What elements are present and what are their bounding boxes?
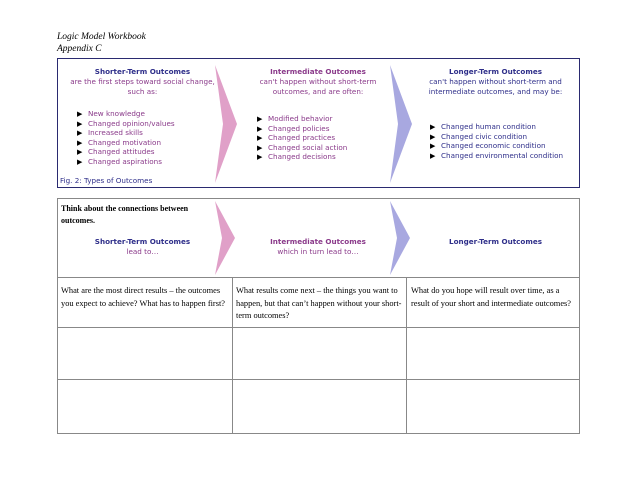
list-item: ▶ New knowledge	[77, 109, 145, 118]
row-divider	[58, 277, 579, 278]
table-long-term-header	[413, 237, 578, 247]
bullet-arrow-icon: ▶	[257, 124, 263, 133]
intermediate-title: Intermediate Outcomes	[270, 67, 366, 76]
long-term-title: Longer-Term Outcomes	[449, 67, 542, 76]
row-divider	[58, 379, 579, 380]
long-term-column-header	[413, 67, 578, 97]
bullet-arrow-icon: ▶	[257, 143, 263, 152]
short-term-answer-cell-1[interactable]	[59, 329, 231, 377]
bullet-arrow-icon: ▶	[430, 132, 436, 141]
bullet-arrow-icon: ▶	[257, 115, 263, 123]
list-item: ▶ Changed motivation	[77, 137, 162, 147]
blue-chevron-arrow-icon	[390, 65, 412, 183]
table-short-term-title: Shorter-Term Outcomes	[94, 237, 191, 246]
list-item: ▶ Changed attitudes	[77, 147, 155, 157]
intermediate-question: What results come next – the things you want to happen, but that can’t happen without your short-term outcomes?	[236, 286, 402, 320]
blue-chevron-arrow-icon	[390, 201, 410, 275]
figure-caption: Fig. 2: Types of Outcomes	[60, 176, 153, 185]
pink-chevron-arrow-icon	[215, 201, 235, 275]
short-term-list	[75, 109, 175, 167]
list-item: ▶ Changed human condition	[430, 122, 536, 131]
intermediate-answer-cell-2[interactable]	[234, 381, 405, 433]
intermediate-answer-cell-1[interactable]	[234, 329, 405, 377]
pink-chevron-arrow-icon	[215, 65, 237, 183]
list-item: ▶ Modified behavior	[257, 114, 333, 123]
short-term-answer-cell-2[interactable]	[59, 381, 231, 433]
long-term-desc-line2: intermediate outcomes, and may be:	[428, 87, 563, 96]
bullet-arrow-icon: ▶	[77, 157, 83, 166]
workbook-title: Logic Model Workbook	[57, 32, 146, 42]
row-divider	[58, 327, 579, 328]
bullet-arrow-icon: ▶	[77, 129, 83, 138]
list-item: ▶ Changed social action	[257, 142, 348, 152]
bullet-arrow-icon: ▶	[430, 151, 436, 160]
short-term-question: What are the most direct results – the outcomes you expect to achieve? What has to happen first?	[61, 286, 226, 308]
long-term-list	[428, 122, 563, 160]
table-short-term-sub: lead to…	[126, 247, 159, 256]
list-item: ▶ Changed opinion/values	[77, 118, 175, 128]
long-term-desc-line1: can't happen without short-term and	[429, 77, 562, 86]
table-long-term-title: Longer-Term Outcomes	[449, 237, 542, 246]
bullet-arrow-icon: ▶	[77, 148, 83, 157]
short-term-title: Shorter-Term Outcomes	[94, 67, 191, 76]
bullet-arrow-icon: ▶	[430, 123, 436, 131]
list-item: ▶ Changed policies	[257, 123, 330, 133]
list-item: ▶ Changed practices	[257, 133, 336, 143]
long-term-question: What do you hope will result over time, as a result of your short and intermediate outcomes?	[411, 286, 572, 308]
column-divider	[406, 277, 407, 433]
table-intermediate-header	[241, 237, 395, 257]
bullet-arrow-icon: ▶	[77, 119, 83, 128]
list-item: ▶ Changed decisions	[257, 152, 336, 162]
connections-prompt: Think about the connections between outcomes.	[61, 204, 189, 225]
bullet-arrow-icon: ▶	[77, 110, 83, 118]
list-item: ▶ Increased skills	[77, 128, 143, 138]
intermediate-column-header	[241, 67, 395, 97]
intermediate-list	[255, 114, 347, 162]
bullet-arrow-icon: ▶	[257, 153, 263, 162]
short-term-column-header	[60, 67, 225, 97]
list-item: ▶ Changed aspirations	[77, 156, 162, 166]
bullet-arrow-icon: ▶	[257, 134, 263, 143]
outcomes-connection-table	[57, 198, 580, 434]
column-divider	[232, 277, 233, 433]
table-intermediate-title: Intermediate Outcomes	[270, 237, 366, 246]
table-intermediate-sub: which in turn lead to…	[277, 247, 359, 256]
bullet-arrow-icon: ▶	[77, 138, 83, 147]
table-short-term-header	[60, 237, 225, 257]
long-term-answer-cell-1[interactable]	[408, 329, 578, 377]
list-item: ▶ Changed environmental condition	[430, 150, 564, 160]
bullet-arrow-icon: ▶	[430, 142, 436, 151]
appendix-label: Appendix C	[57, 44, 102, 54]
intermediate-desc-line1: can't happen without short-term	[259, 77, 377, 86]
short-term-desc-line1: are the first steps toward social change,	[70, 77, 215, 86]
types-of-outcomes-figure	[57, 58, 580, 188]
long-term-answer-cell-2[interactable]	[408, 381, 578, 433]
list-item: ▶ Changed civic condition	[430, 131, 528, 141]
short-term-desc-line2: such as:	[127, 87, 158, 96]
intermediate-desc-line2: outcomes, and are often:	[272, 87, 364, 96]
list-item: ▶ Changed economic condition	[430, 141, 546, 151]
